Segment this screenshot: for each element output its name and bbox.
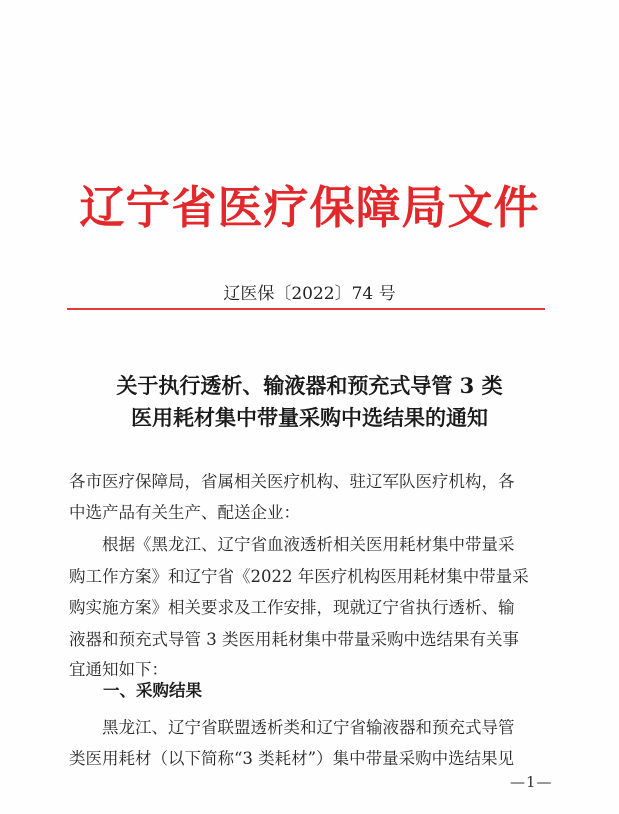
paragraph-1-line-2: 购工作方案》和辽宁省《2022 年医疗机构医用耗材集中带量采 xyxy=(69,567,529,586)
paragraph-1-line-4: 液器和预充式导管 3 类医用耗材集中带量采购中选结果有关事 xyxy=(69,630,519,649)
paragraph-1-line-1: 根据《黑龙江、辽宁省血液透析相关医用耗材集中带量采 xyxy=(102,535,515,554)
paragraph-1-line-3: 购实施方案》相关要求及工作安排，现就辽宁省执行透析、输 xyxy=(69,598,515,617)
paragraph-2-line-1: 黑龙江、辽宁省联盟透析类和辽宁省输液器和预充式导管 xyxy=(102,718,515,737)
document-title-line-2: 医用耗材集中带量采购中选结果的通知 xyxy=(131,405,488,430)
paragraph-1-line-5: 宜通知如下： xyxy=(69,660,168,679)
section-1-heading: 一、采购结果 xyxy=(103,681,202,700)
issuing-authority-header: 辽宁省医疗保障局文件 xyxy=(79,181,540,234)
document-title-line-1: 关于执行透析、输液器和预充式导管 3 类 xyxy=(116,373,503,398)
document-number: 辽医保〔2022〕74 号 xyxy=(223,284,396,304)
paragraph-2-line-2: 类医用耗材（以下简称“3 类耗材”）集中带量采购中选结果见 xyxy=(69,749,515,768)
addressee-line-1: 各市医疗保障局，省属相关医疗机构、驻辽军队医疗机构，各 xyxy=(69,472,515,491)
addressee-line-2: 中选产品有关生产、配送企业： xyxy=(69,503,300,522)
red-divider-line xyxy=(67,308,545,310)
page-number: —1— xyxy=(510,773,553,791)
